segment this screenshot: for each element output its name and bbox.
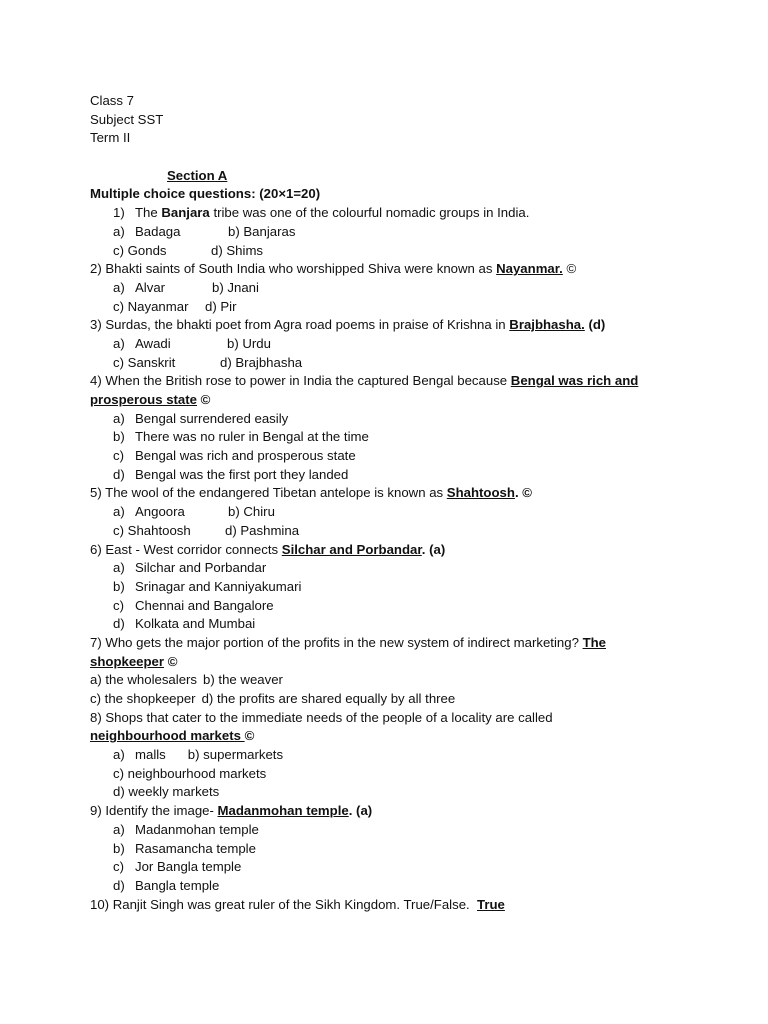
answer-text: Madanmohan temple [217,803,349,819]
answer-text: Shahtoosh [446,485,515,501]
subject-line: Subject SST [90,111,164,127]
option-c: c) Gonds [113,242,167,258]
question-9: 9) Identify the image- Madanmohan temple. (a) [90,803,373,819]
option-c: c) Jor Bangla temple [113,859,242,875]
option-a: Alvar [135,279,166,295]
question-7-continued: shopkeeper © [90,653,178,669]
term-line: Term II [90,130,131,146]
option-a: a) Silchar and Porbandar [113,560,267,576]
answer-text: shopkeeper [90,653,165,669]
mcq-heading: Multiple choice questions: (20×1=20) [90,186,321,202]
option-b: b) supermarkets [187,747,284,763]
question-5-options-ab: a) Angoora b) Chiru [90,503,710,522]
question-6: 6) East - West corridor connects Silchar and Porbandar. (a) [90,541,446,557]
option-a: Badaga [135,223,181,239]
option-a: a) Madanmohan temple [113,821,259,837]
question-5-options-cd [90,522,710,541]
answer-text: The [582,634,607,650]
question-3-options-cd [90,354,710,373]
answer-text: prosperous state [90,392,197,407]
question-1-options-cd [90,242,710,261]
option-c: c) Nayanmar [113,298,189,314]
question-3-options-ab: a) Awadi b) Urdu [90,335,710,354]
option-d: d) Pashmina [225,522,300,538]
option-a: malls [135,747,166,763]
option-b: b) the weaver [203,672,283,688]
option-b: b) Urdu [227,335,271,351]
option-d: d) the profits are shared equally by all three [201,691,456,706]
option-c: c) Chennai and Bangalore [113,597,274,613]
question-2: 2) Bhakti saints of South India who worshipped Shiva were known as Nayanmar. © [90,261,577,277]
option-b: b) There was no ruler in Bengal at the time [113,429,369,445]
question-4-continued: prosperous state © [90,392,211,407]
option-c: c) Shahtoosh [113,522,191,538]
answer-text: Nayanmar. [496,261,563,277]
question-7-options-cd [90,690,710,709]
option-b: b) Chiru [228,504,275,520]
question-number: 1) [113,205,125,221]
question-8: 8) Shops that cater to the immediate needs of the people of a locality are called [90,709,553,725]
question-2-options-cd [90,298,710,317]
question-7: 7) Who gets the major portion of the profits in the new system of indirect marketing? The [90,634,607,650]
option-d: d) Shims [211,242,264,258]
keyword: Banjara [161,205,210,221]
option-b: b) Srinagar and Kanniyakumari [113,578,302,594]
option-d: d) Pir [205,298,237,314]
option-c: c) the shopkeeper [90,691,196,706]
worksheet-page [90,92,710,914]
question-2-options-ab: a) Alvar b) Jnani [90,279,710,298]
option-c: c) Bengal was rich and prosperous state [113,448,356,464]
question-1: 1) The Banjara tribe was one of the colourful nomadic groups in India. [90,204,710,223]
question-5: 5) The wool of the endangered Tibetan antelope is known as Shahtoosh. © [90,485,532,501]
question-1-options-ab: a) Badaga b) Banjaras [90,223,710,242]
question-3: 3) Surdas, the bhakti poet from Agra road poems in praise of Krishna in Brajbhasha. (d) [90,317,606,333]
option-d: d) Brajbhasha [220,354,303,370]
option-d: d) weekly markets [113,784,220,800]
option-c: c) neighbourhood markets [113,765,267,781]
option-a: Awadi [135,335,171,351]
option-b: b) Jnani [212,279,259,295]
section-title: Section A [167,167,228,183]
option-b: b) Banjaras [228,223,296,239]
question-4: 4) When the British rose to power in India the captured Bengal because Bengal was rich and [90,373,639,389]
option-a: a) the wholesalers [90,672,198,688]
option-c: c) Sanskrit [113,354,176,370]
answer-text: Silchar and Porbandar [281,541,422,557]
answer-text: True [477,896,505,912]
option-d: d) Bangla temple [113,877,220,893]
class-line: Class 7 [90,93,134,108]
answer-text: Bengal was rich and [510,373,639,389]
option-b: b) Rasamancha temple [113,840,256,856]
question-10: 10) Ranjit Singh was great ruler of the Sikh Kingdom. True/False. True [90,896,505,912]
option-d: d) Bengal was the first port they landed [113,466,349,482]
question-7-options-ab [90,671,710,690]
blank-line [90,148,710,167]
option-d: d) Kolkata and Mumbai [113,616,256,632]
option-a: a) Bengal surrendered easily [113,410,289,426]
option-a: Angoora [135,504,185,520]
answer-text: neighbourhood markets [90,728,245,744]
question-8-continued: neighbourhood markets © [90,728,255,744]
answer-text: Brajbhasha. [509,317,585,333]
question-8-options-ab: a) malls b) supermarkets [113,747,284,763]
